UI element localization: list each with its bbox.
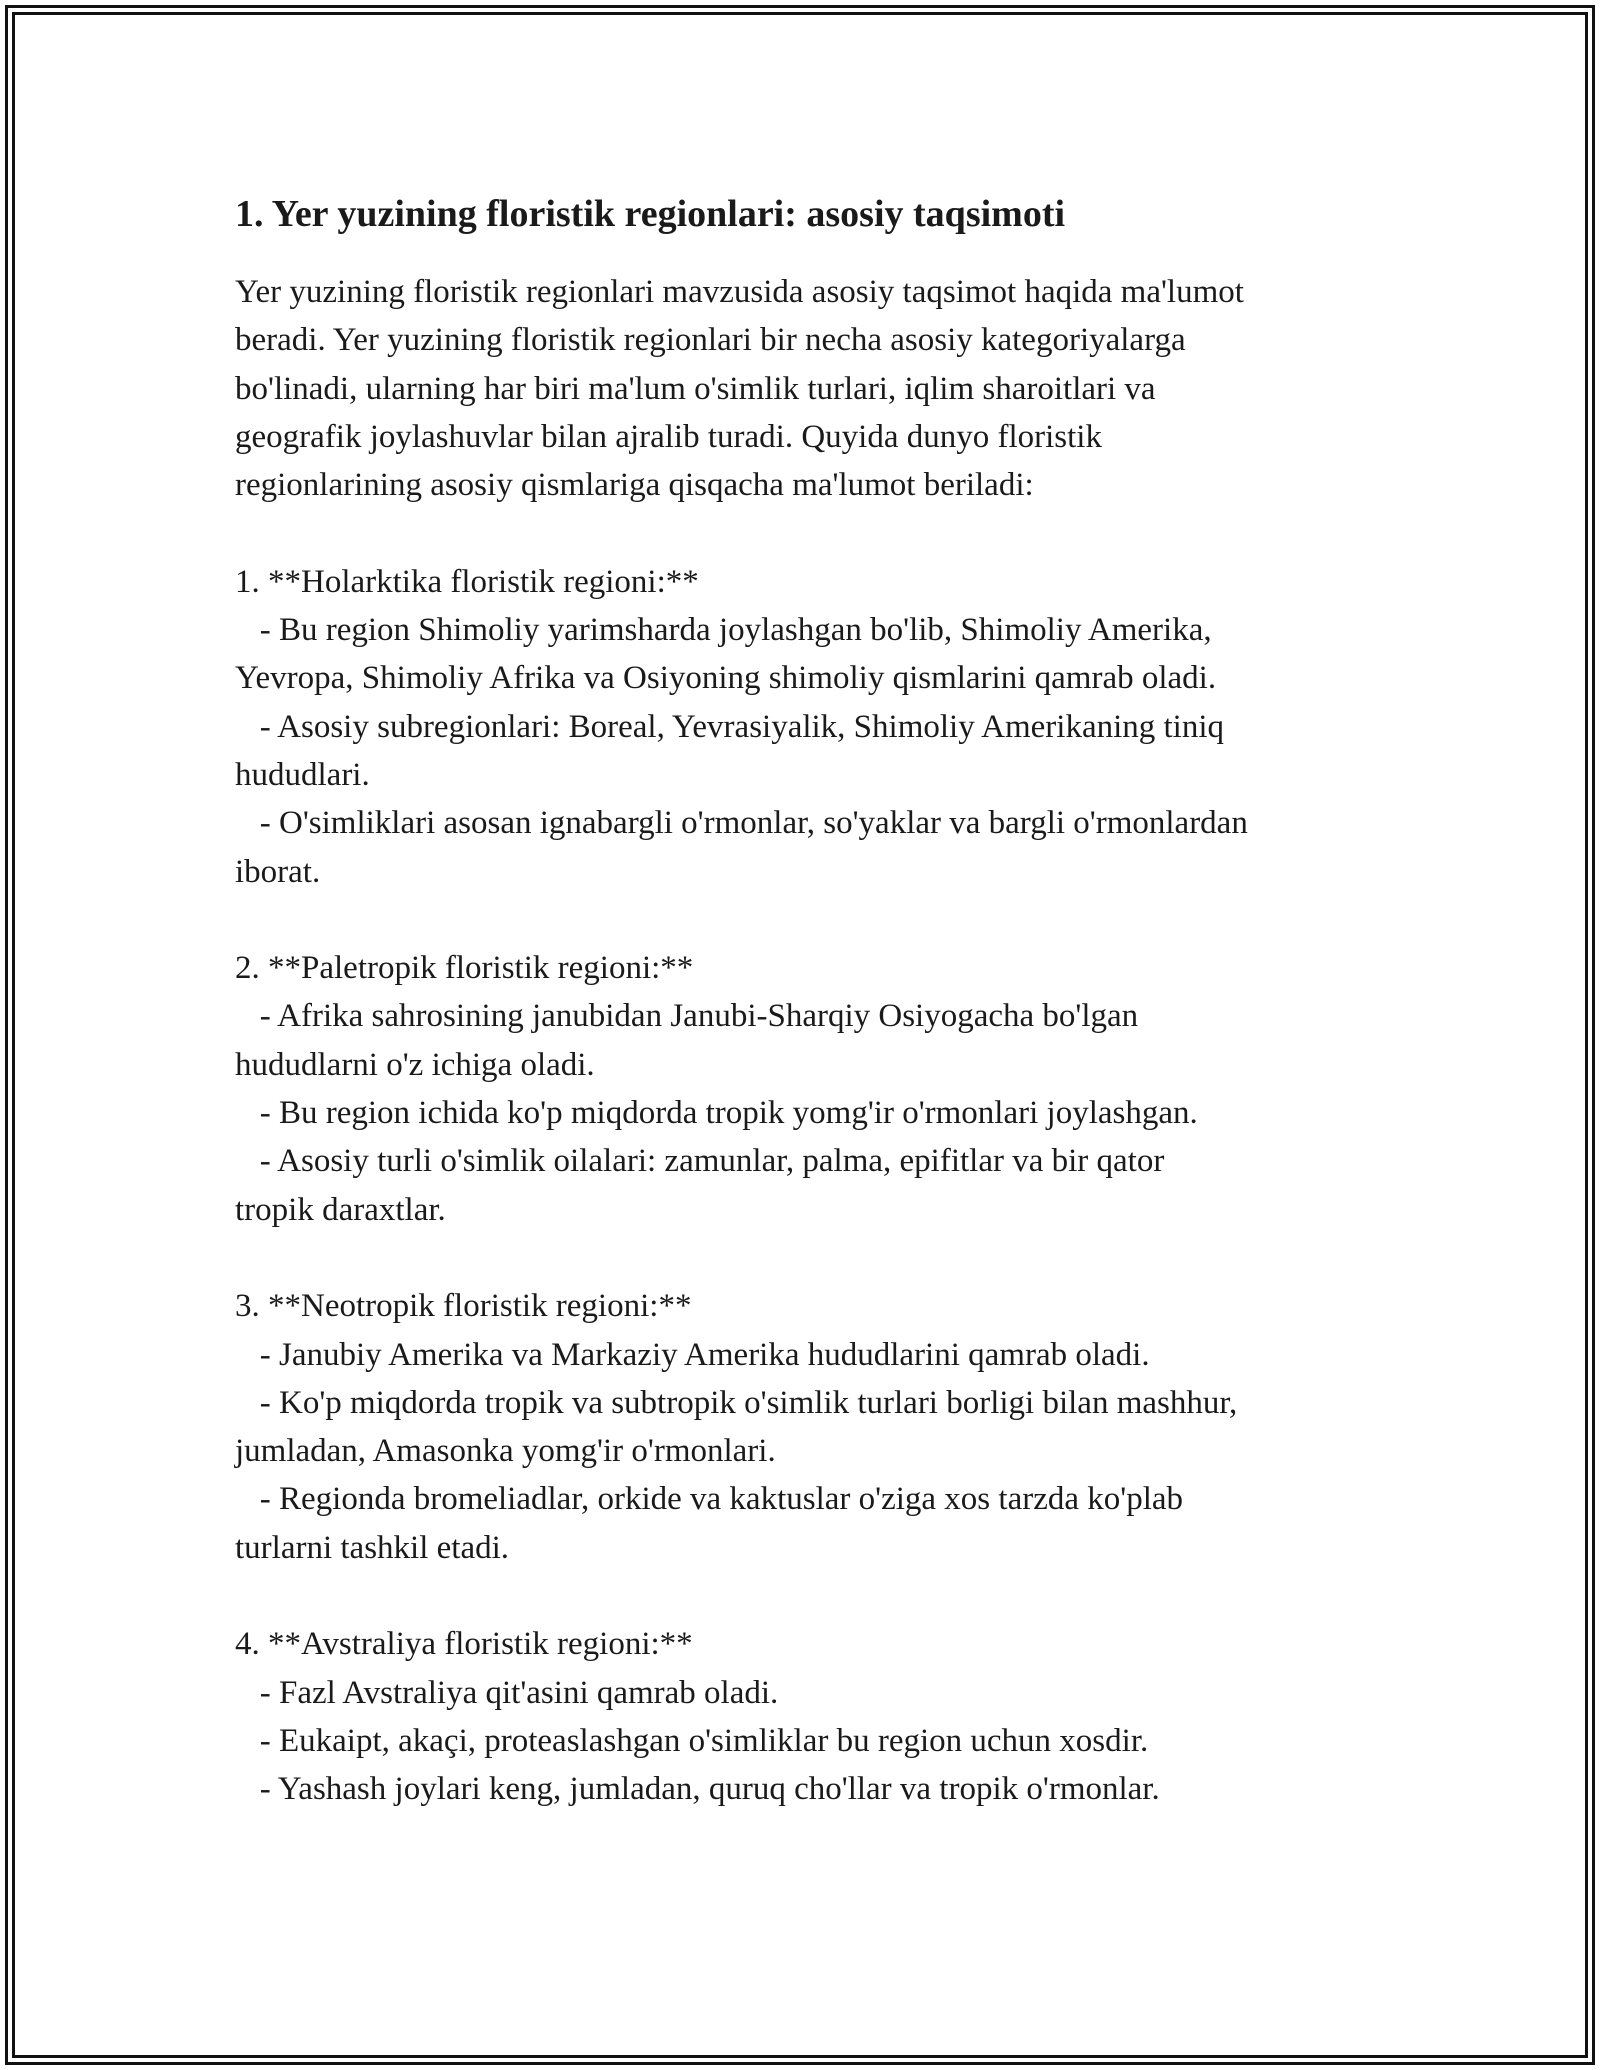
- section-paleotropic: [235, 944, 1395, 1234]
- intro-line: Yer yuzining floristik regionlari mavzusida asosiy taqsimot haqida ma'lumot: [235, 274, 1244, 310]
- section-heading: 2. **Paletropik floristik regioni:**: [235, 950, 694, 987]
- section-line: - Asosiy turli o'simlik oilalari: zamunlar, palma, epifitlar va bir qator: [235, 1143, 1165, 1180]
- section-line: - Afrika sahrosining janubidan Janubi-Sharqiy Osiyogacha bo'lgan: [235, 998, 1139, 1035]
- section-line: - Regionda bromeliadlar, orkide va kaktuslar o'ziga xos tarzda ko'plab: [235, 1481, 1184, 1518]
- section-line: - Bu region Shimoliy yarimsharda joylashgan bo'lib, Shimoliy Amerika,: [235, 612, 1212, 649]
- section-neotropic: [235, 1282, 1395, 1572]
- section-line: - Janubiy Amerika va Markaziy Amerika hududlarini qamrab oladi.: [235, 1336, 1150, 1373]
- document-title: 1. Yer yuzining floristik regionlari: asosiy taqsimoti: [235, 193, 1066, 235]
- section-line: Yevropa, Shimoliy Afrika va Osiyoning shimoliy qismlarini qamrab oladi.: [235, 660, 1217, 697]
- section-line: - Ko'p miqdorda tropik va subtropik o'simlik turlari borligi bilan mashhur,: [235, 1384, 1238, 1421]
- section-line: - Bu region ichida ko'p miqdorda tropik yomg'ir o'rmonlari joylashgan.: [235, 1095, 1198, 1132]
- section-line: turlarni tashkil etadi.: [235, 1529, 510, 1566]
- section-heading: 1. **Holarktika floristik regioni:**: [235, 563, 699, 600]
- section-line: - Fazl Avstraliya qit'asini qamrab oladi.: [235, 1674, 779, 1711]
- blank-line: [235, 509, 1395, 557]
- section-line: iborat.: [235, 853, 321, 890]
- section-line: jumladan, Amasonka yomg'ir o'rmonlari.: [235, 1433, 776, 1470]
- blank-line: [235, 1234, 1395, 1282]
- section-heading: 3. **Neotropik floristik regioni:**: [235, 1288, 692, 1325]
- section-line: hududlarni o'z ichiga oladi.: [235, 1046, 595, 1083]
- intro-line: beradi. Yer yuzining floristik regionlari bir necha asosiy kategoriyalarga: [235, 322, 1186, 359]
- section-line: tropik daraxtlar.: [235, 1191, 446, 1228]
- section-heading: 4. **Avstraliya floristik regioni:**: [235, 1626, 693, 1663]
- intro-paragraph: [235, 268, 1395, 509]
- section-line: - O'simliklari asosan ignabargli o'rmonlar, so'yaklar va bargli o'rmonlardan: [235, 805, 1248, 842]
- document-body: [235, 186, 1395, 1814]
- intro-line: geografik joylashuvlar bilan ajralib turadi. Quyida dunyo floristik: [235, 418, 1102, 455]
- section-line: - Asosiy subregionlari: Boreal, Yevrasiyalik, Shimoliy Amerikaning tiniq: [235, 708, 1225, 745]
- intro-line: bo'linadi, ularning har biri ma'lum o'simlik turlari, iqlim sharoitlari va: [235, 370, 1156, 407]
- section-line: hududlari.: [235, 756, 370, 793]
- blank-line: [235, 1572, 1395, 1620]
- section-line: - Yashash joylari keng, jumladan, quruq cho'llar va tropik o'rmonlar.: [235, 1771, 1160, 1808]
- intro-line: regionlarining asosiy qismlariga qisqacha ma'lumot beriladi:: [235, 467, 1034, 504]
- section-line: - Eukaipt, akaçi, proteaslashgan o'simliklar bu region uchun xosdir.: [235, 1722, 1149, 1759]
- section-holarctic: [235, 558, 1395, 896]
- blank-line: [235, 896, 1395, 944]
- section-australian: [235, 1620, 1395, 1813]
